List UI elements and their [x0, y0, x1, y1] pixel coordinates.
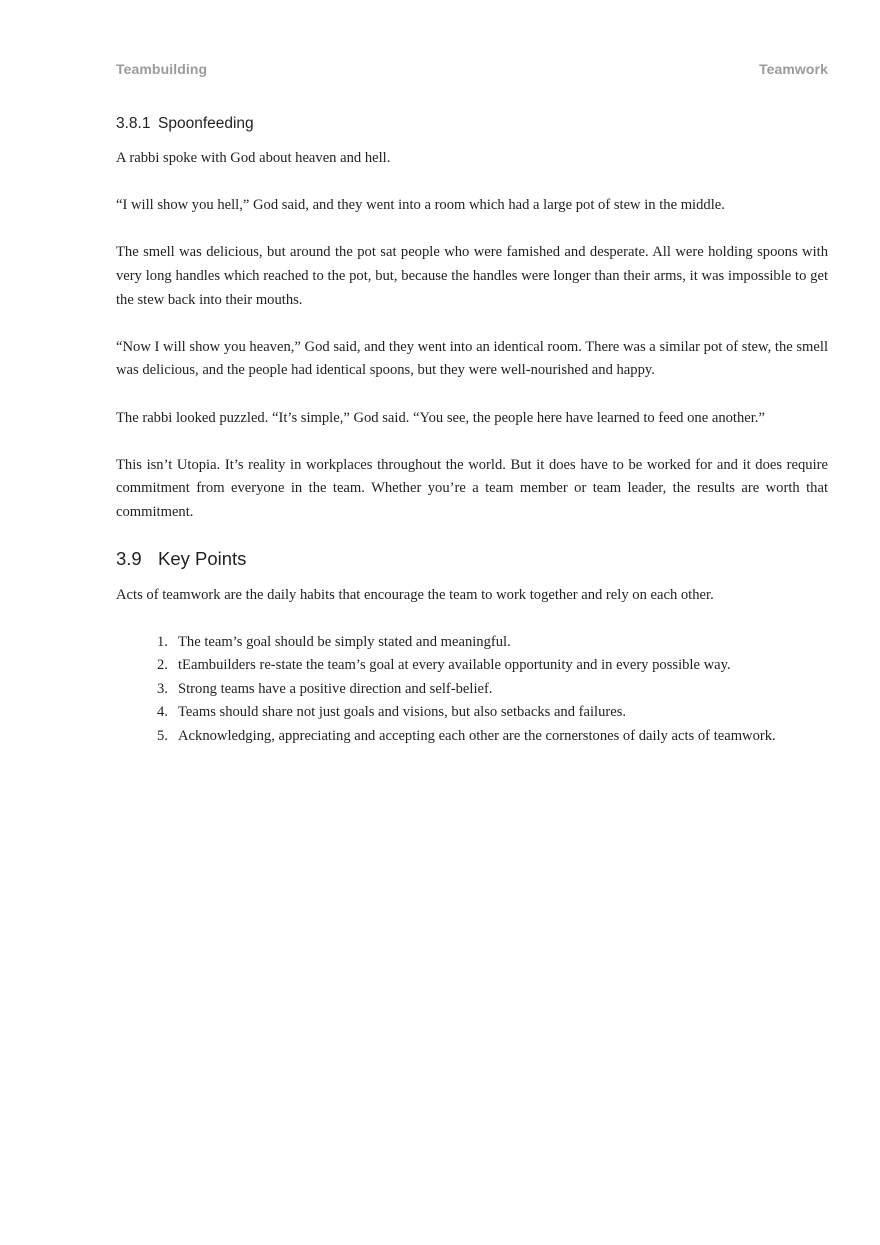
running-header [116, 61, 828, 77]
list-item-text: Strong teams have a positive direction and self-belief. [178, 680, 493, 697]
list-item-text: The team’s goal should be simply stated and meaningful. [178, 633, 511, 650]
paragraph: The rabbi looked puzzled. “It’s simple,” God said. “You see, the people here have learned to feed one another.” [116, 409, 765, 426]
paragraph: This isn’t Utopia. It’s reality in workplaces throughout the world. But it does have to be worked for and it does require commitment from everyone in the team. Whether you’re a team member or team leader, the results are worth that commitment. [116, 456, 828, 520]
subsection-number: 3.8.1 [116, 115, 151, 132]
header-book-title: Teambuilding [116, 61, 208, 77]
section-title: Key Points [158, 547, 247, 569]
paragraph: The smell was delicious, but around the pot sat people who were famished and desperate. All were holding spoons with very long handles which reached to the pot, but, because the handles were longer than their arms, it was impossible to get the stew back into their mouths. [116, 244, 828, 308]
list-marker: 1. [157, 633, 168, 650]
paragraph: A rabbi spoke with God about heaven and hell. [116, 150, 391, 166]
list-item [157, 654, 828, 678]
key-points-list [116, 631, 828, 749]
list-item [157, 678, 828, 702]
paragraph: “I will show you hell,” God said, and they went into a room which had a large pot of stew in the middle. [116, 197, 725, 214]
subsection-heading [116, 114, 828, 134]
list-item-text: Acknowledging, appreciating and accepting each other are the cornerstones of daily acts of teamwork. [178, 728, 776, 745]
list-item [157, 725, 828, 749]
section-heading [116, 547, 828, 571]
header-chapter-title: Teamwork [758, 61, 828, 77]
list-marker: 2. [157, 657, 168, 674]
list-marker: 5. [157, 728, 168, 745]
paragraph: “Now I will show you heaven,” God said, and they went into an identical room. There was a similar pot of stew, the smell was delicious, and the people had identical spoons, but they were well-nourished and happy. [116, 338, 828, 379]
section-intro: Acts of teamwork are the daily habits that encourage the team to work together and rely on each other. [116, 586, 714, 603]
list-item [157, 631, 828, 655]
list-marker: 3. [157, 680, 168, 697]
list-item [157, 701, 828, 725]
list-item-text: tEambuilders re-state the team’s goal at every available opportunity and in every possible way. [178, 657, 731, 674]
list-item-text: Teams should share not just goals and visions, but also setbacks and failures. [178, 704, 627, 721]
section-number: 3.9 [116, 547, 142, 569]
list-marker: 4. [157, 704, 168, 721]
page-content [116, 114, 828, 749]
subsection-title: Spoonfeeding [158, 115, 254, 132]
